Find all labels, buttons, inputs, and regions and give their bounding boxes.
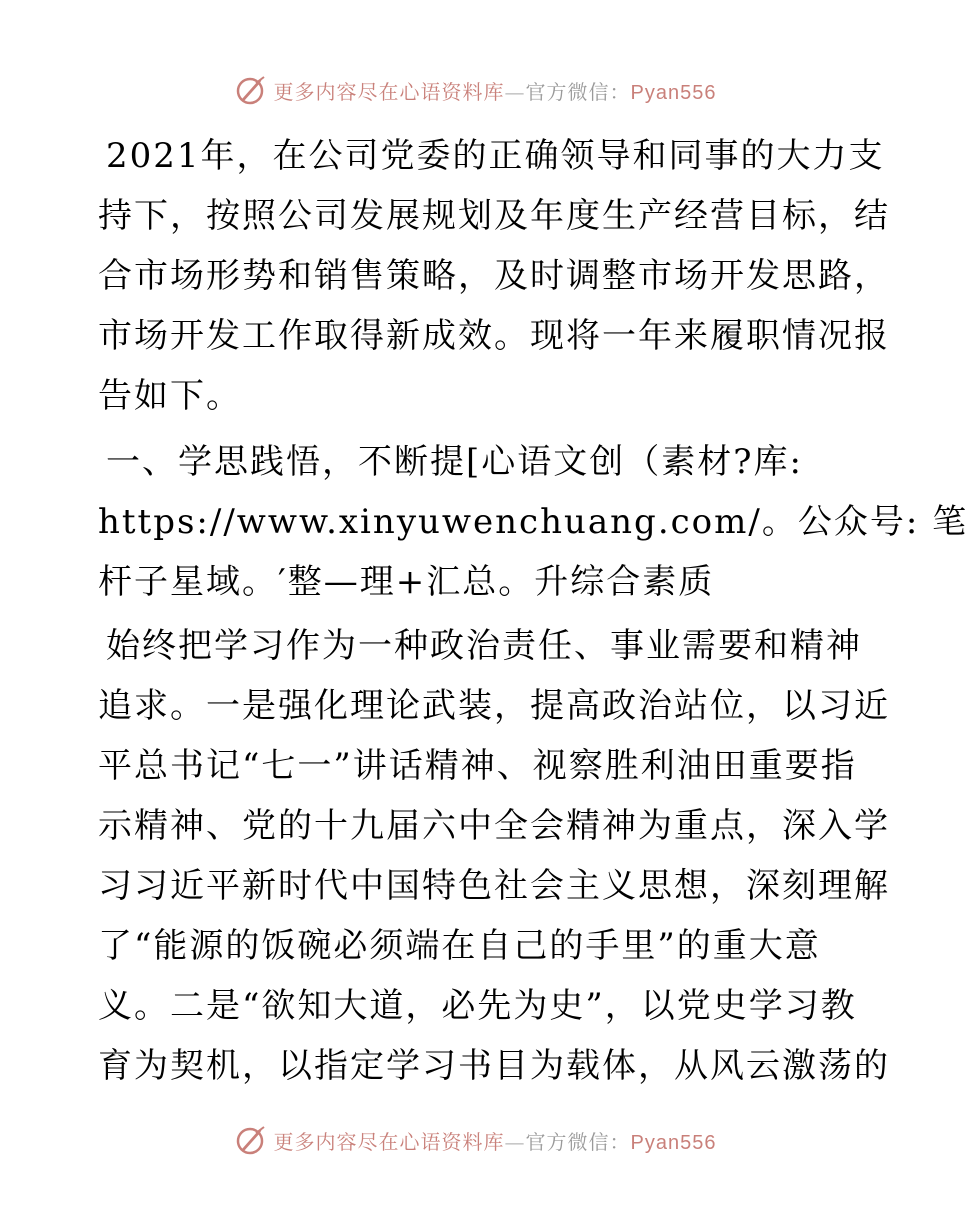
watermark-text	[274, 76, 717, 105]
text-line: 市场开发工作取得新成效。现将一年来履职情况报	[98, 316, 890, 356]
text-line: 告如下。	[98, 376, 242, 416]
quill-logo-icon	[234, 1123, 268, 1157]
header-watermark	[0, 70, 950, 110]
paragraph-body	[98, 616, 890, 1096]
watermark-dash: —	[504, 1129, 526, 1154]
watermark-wechat-label: 官方微信：	[525, 79, 631, 104]
text-line: 一、学思践悟，不断提[心语文创（素材?库:	[106, 442, 803, 482]
text-line: 追求。一是强化理论武装，提高政治站位，以习近	[98, 686, 890, 726]
quill-logo-icon	[234, 73, 268, 107]
text-line: 始终把学习作为一种政治责任、事业需要和精神	[106, 626, 862, 666]
text-line: 平总书记“七一”讲话精神、视察胜利油田重要指	[98, 746, 857, 786]
paragraph-intro	[98, 126, 890, 426]
paragraph-section-heading	[98, 432, 968, 612]
text-line: 习习近平新时代中国特色社会主义思想，深刻理解	[98, 866, 890, 906]
text-line: 持下，按照公司发展规划及年度生产经营目标，结	[98, 196, 890, 236]
text-line: 合市场形势和销售策略，及时调整市场开发思路，	[98, 256, 890, 296]
watermark-text	[274, 1126, 717, 1155]
text-line: 2021年，在公司党委的正确领导和同事的大力支	[106, 136, 885, 176]
watermark-site-text: 更多内容尽在心语资料库	[273, 79, 505, 104]
watermark-wechat-label: 官方微信：	[525, 1129, 631, 1154]
text-line: 了“能源的饭碗必须端在自己的手里”的重大意	[98, 926, 821, 966]
text-line: https://www.xinyuwenchuang.com/。公众号: 笔	[98, 502, 968, 542]
footer-watermark	[0, 1120, 950, 1160]
watermark-dash: —	[504, 79, 526, 104]
watermark-wechat-id: Pyan556	[630, 81, 717, 104]
watermark-site-text: 更多内容尽在心语资料库	[273, 1129, 505, 1154]
text-line: 杆子星域。′整—理+汇总。升综合素质	[98, 562, 715, 602]
text-line: 义。二是“欲知大道，必先为史”，以党史学习教	[98, 986, 857, 1026]
text-line: 育为契机，以指定学习书目为载体，从风云激荡的	[98, 1046, 890, 1086]
watermark-wechat-id: Pyan556	[630, 1131, 717, 1154]
text-line: 示精神、党的十九届六中全会精神为重点，深入学	[98, 806, 890, 846]
